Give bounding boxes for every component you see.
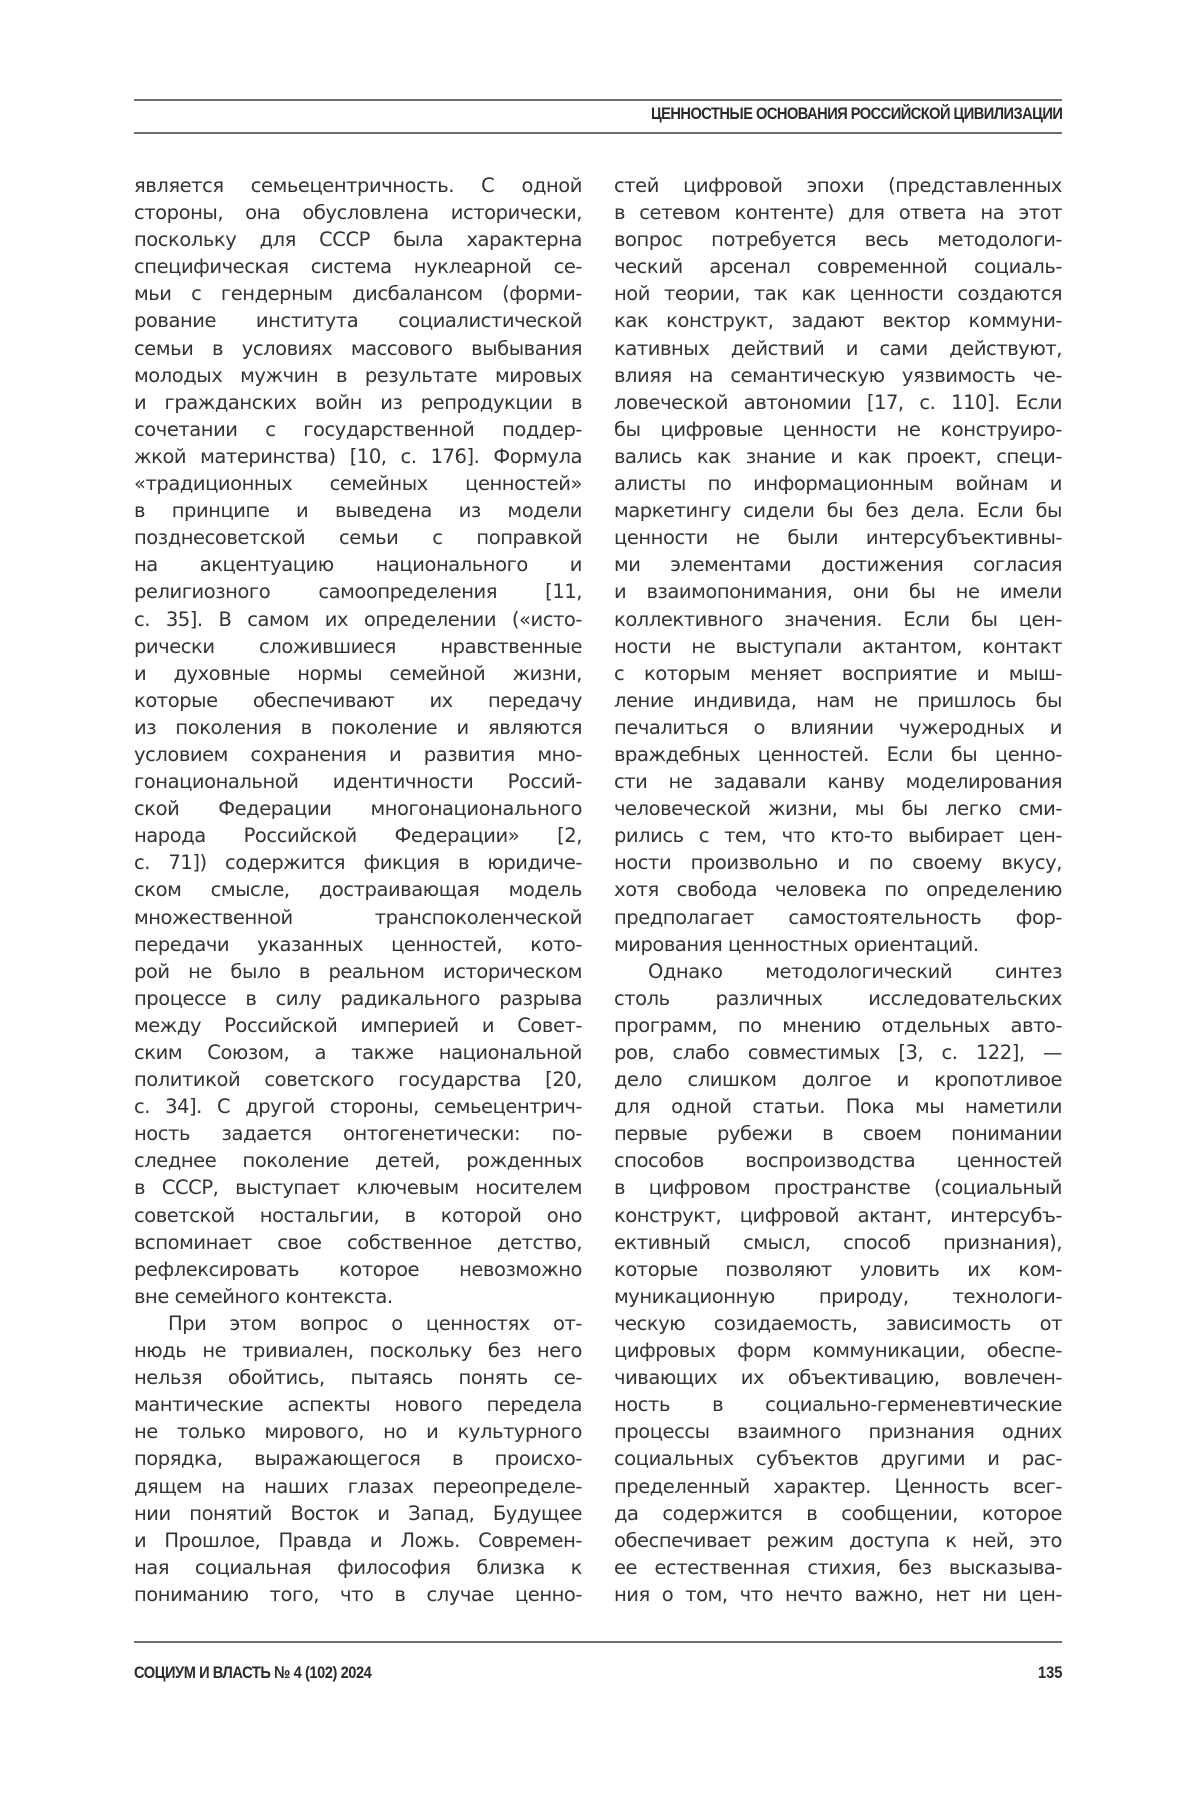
text-line: порядка, выражающегося в происхо-	[134, 1447, 582, 1471]
text-line: в сетевом контенте) для ответа на этот	[614, 201, 1062, 225]
text-line: в принципе и выведена из модели	[134, 499, 582, 523]
text-line: рование института социалистической	[134, 309, 582, 333]
text-line: мантические аспекты нового передела	[134, 1393, 582, 1417]
text-line: рой не было в реальном историческом	[134, 959, 582, 983]
text-line: советской ностальгии, в которой оно	[134, 1203, 582, 1227]
text-line: ная социальная философия близка к	[134, 1555, 582, 1579]
text-line: обеспечивает режим доступа к ней, это	[614, 1528, 1062, 1552]
text-line: религиозного самоопределения [11,	[134, 580, 582, 604]
text-line: ловеческой автономии [17, с. 110]. Если	[614, 390, 1062, 414]
text-line: ности не выступали актантом, контакт	[614, 634, 1062, 658]
text-line: специфическая система нуклеарной се-	[134, 255, 582, 279]
text-line: с. 34]. С другой стороны, семьецентрич-	[134, 1095, 582, 1119]
text-line: и Прошлое, Правда и Ложь. Современ-	[134, 1528, 582, 1552]
text-line: ее естественная стихия, без высказыва-	[614, 1555, 1062, 1579]
text-line: влияя на семантическую уязвимость че-	[614, 363, 1062, 387]
text-line: конструкт, цифровой актант, интерсубъ-	[614, 1203, 1062, 1227]
text-line: враждебных ценностей. Если бы ценно-	[614, 742, 1062, 766]
page-number: 135	[1037, 1663, 1062, 1682]
text-line: сочетании с государственной поддер-	[134, 417, 582, 441]
text-line: ности произвольно и по своему вкусу,	[614, 851, 1062, 875]
text-line: предполагает самостоятельность фор-	[614, 905, 1062, 929]
text-line: семьи в условиях массового выбывания	[134, 336, 582, 360]
text-line: ценности не были интерсубъективны-	[614, 526, 1062, 550]
header-rule-bottom	[134, 132, 1062, 134]
text-line: ческую созидаемость, зависимость от	[614, 1311, 1062, 1335]
text-line: ми элементами достижения согласия	[614, 553, 1062, 577]
text-line: печалиться о влиянии чужеродных и	[614, 715, 1062, 739]
text-line: ческий арсенал современной социаль-	[614, 255, 1062, 279]
text-line: ской Федерации многонационального	[134, 797, 582, 821]
text-line: хотя свобода человека по определению	[614, 878, 1062, 902]
text-line: для одной статьи. Пока мы наметили	[614, 1095, 1062, 1119]
text-line: между Российской империей и Совет-	[134, 1013, 582, 1037]
text-line: позднесоветской семьи с поправкой	[134, 526, 582, 550]
text-line: ективный смысл, способ признания),	[614, 1230, 1062, 1254]
text-line: множественной транспоколенческой	[134, 905, 582, 929]
text-line: народа Российской Федерации» [2,	[134, 824, 582, 848]
text-line: следнее поколение детей, рожденных	[134, 1149, 582, 1173]
text-line: и взаимопонимания, они бы не имели	[614, 580, 1062, 604]
text-line: коллективного значения. Если бы цен-	[614, 607, 1062, 631]
text-line: не только мирового, но и культурного	[134, 1420, 582, 1444]
text-line: да содержится в сообщении, которое	[614, 1501, 1062, 1525]
text-line: ление индивида, нам не пришлось бы	[614, 688, 1062, 712]
running-header: ЦЕННОСТНЫЕ ОСНОВАНИЯ РОССИЙСКОЙ ЦИВИЛИЗАЦИИ	[650, 104, 1062, 123]
text-line: алисты по информационным войнам и	[614, 472, 1062, 496]
text-line: рились с тем, что кто-то выбирает цен-	[614, 824, 1062, 848]
text-line: «традиционных семейных ценностей»	[134, 472, 582, 496]
text-line: процессы взаимного признания одних	[614, 1420, 1062, 1444]
text-line: в СССР, выступает ключевым носителем	[134, 1176, 582, 1200]
text-line: муникационную природу, технологи-	[614, 1284, 1062, 1308]
text-line: мирования ценностных ориентаций.	[614, 932, 979, 956]
text-line: и духовные нормы семейной жизни,	[134, 661, 582, 685]
text-line: стороны, она обусловлена исторически,	[134, 201, 582, 225]
text-line: вспоминает свое собственное детство,	[134, 1230, 582, 1254]
text-line: первые рубежи в своем понимании	[614, 1122, 1062, 1146]
text-line: пределенный характер. Ценность всег-	[614, 1474, 1062, 1498]
text-line: на акцентуацию национального и	[134, 553, 582, 577]
text-line: стей цифровой эпохи (представленных	[614, 174, 1062, 197]
text-line: цифровых форм коммуникации, обеспе-	[614, 1339, 1062, 1363]
text-line: жкой материнства) [10, с. 176]. Формула	[134, 444, 582, 468]
text-line: с. 71]) содержится фикция в юридиче-	[134, 851, 582, 875]
text-line: передачи указанных ценностей, кото-	[134, 932, 582, 956]
text-line: маркетингу сидели бы без дела. Если бы	[614, 499, 1062, 523]
text-line: из поколения в поколение и являются	[134, 715, 582, 739]
text-line: нии понятий Восток и Запад, Будущее	[134, 1501, 582, 1525]
text-line: бы цифровые ценности не конструиро-	[614, 417, 1062, 441]
text-line: При этом вопрос о ценностях от-	[168, 1311, 582, 1335]
text-line: пониманию того, что в случае ценно-	[134, 1582, 582, 1606]
text-line: способов воспроизводства ценностей	[614, 1149, 1062, 1173]
text-line: дящем на наших глазах переопределе-	[134, 1474, 582, 1498]
text-line: ной теории, так как ценности создаются	[614, 282, 1062, 306]
text-line: ность в социально-герменевтические	[614, 1393, 1062, 1417]
text-line: молодых мужчин в результате мировых	[134, 363, 582, 387]
right-column	[614, 172, 1062, 1608]
text-line: и гражданских войн из репродукции в	[134, 390, 582, 414]
text-line: с которым меняет восприятие и мыш-	[614, 661, 1062, 685]
text-line: рефлексировать которое невозможно	[134, 1257, 582, 1281]
text-line: которые обеспечивают их передачу	[134, 688, 582, 712]
footer-rule	[134, 1641, 1062, 1643]
text-line: вне семейного контекста.	[134, 1284, 393, 1308]
text-line: кативных действий и сами действуют,	[614, 336, 1062, 360]
text-line: как конструкт, задают вектор коммуни-	[614, 309, 1062, 333]
text-line: ском смысле, достраивающая модель	[134, 878, 582, 902]
text-line: рически сложившиеся нравственные	[134, 634, 582, 658]
text-line: ров, слабо совместимых [3, с. 122], —	[614, 1041, 1062, 1064]
text-line: мьи с гендерным дисбалансом (форми-	[134, 282, 582, 306]
text-line: нюдь не тривиален, поскольку без него	[134, 1339, 582, 1363]
text-line: дело слишком долгое и кропотливое	[614, 1068, 1062, 1092]
text-line: социальных субъектов другими и рас-	[614, 1447, 1062, 1471]
text-line: вопрос потребуется весь методологи-	[614, 228, 1062, 252]
text-line: вались как знание и как проект, специ-	[614, 444, 1062, 468]
text-line: с. 35]. В самом их определении («исто-	[134, 607, 582, 631]
text-line: сти не задавали канву моделирования	[614, 770, 1062, 794]
text-line: Однако методологический синтез	[648, 959, 1062, 983]
text-line: процессе в силу радикального разрыва	[134, 986, 582, 1010]
text-line: поскольку для СССР была характерна	[134, 228, 582, 252]
text-line: условием сохранения и развития мно-	[134, 742, 582, 766]
journal-issue: СОЦИУМ И ВЛАСТЬ № 4 (102) 2024	[134, 1663, 372, 1682]
left-column	[134, 172, 582, 1608]
text-line: нельзя обойтись, пытаясь понять се-	[134, 1366, 582, 1390]
text-line: политикой советского государства [20,	[134, 1068, 582, 1092]
text-line: программ, по мнению отдельных авто-	[614, 1013, 1062, 1037]
text-line: ния о том, что нечто важно, нет ни цен-	[614, 1582, 1062, 1606]
text-line: ность задается онтогенетически: по-	[134, 1122, 582, 1146]
text-line: гонациональной идентичности Россий-	[134, 770, 582, 794]
text-line: ским Союзом, а также национальной	[134, 1041, 582, 1064]
text-line: которые позволяют уловить их ком-	[614, 1257, 1062, 1281]
text-line: человеческой жизни, мы бы легко сми-	[614, 797, 1062, 821]
text-line: в цифровом пространстве (социальный	[614, 1176, 1062, 1200]
header-rule-top	[134, 99, 1062, 101]
text-line: чивающих их объективацию, вовлечен-	[614, 1366, 1062, 1390]
text-line: столь различных исследовательских	[614, 986, 1062, 1010]
text-line: является семьецентричность. С одной	[134, 174, 582, 197]
